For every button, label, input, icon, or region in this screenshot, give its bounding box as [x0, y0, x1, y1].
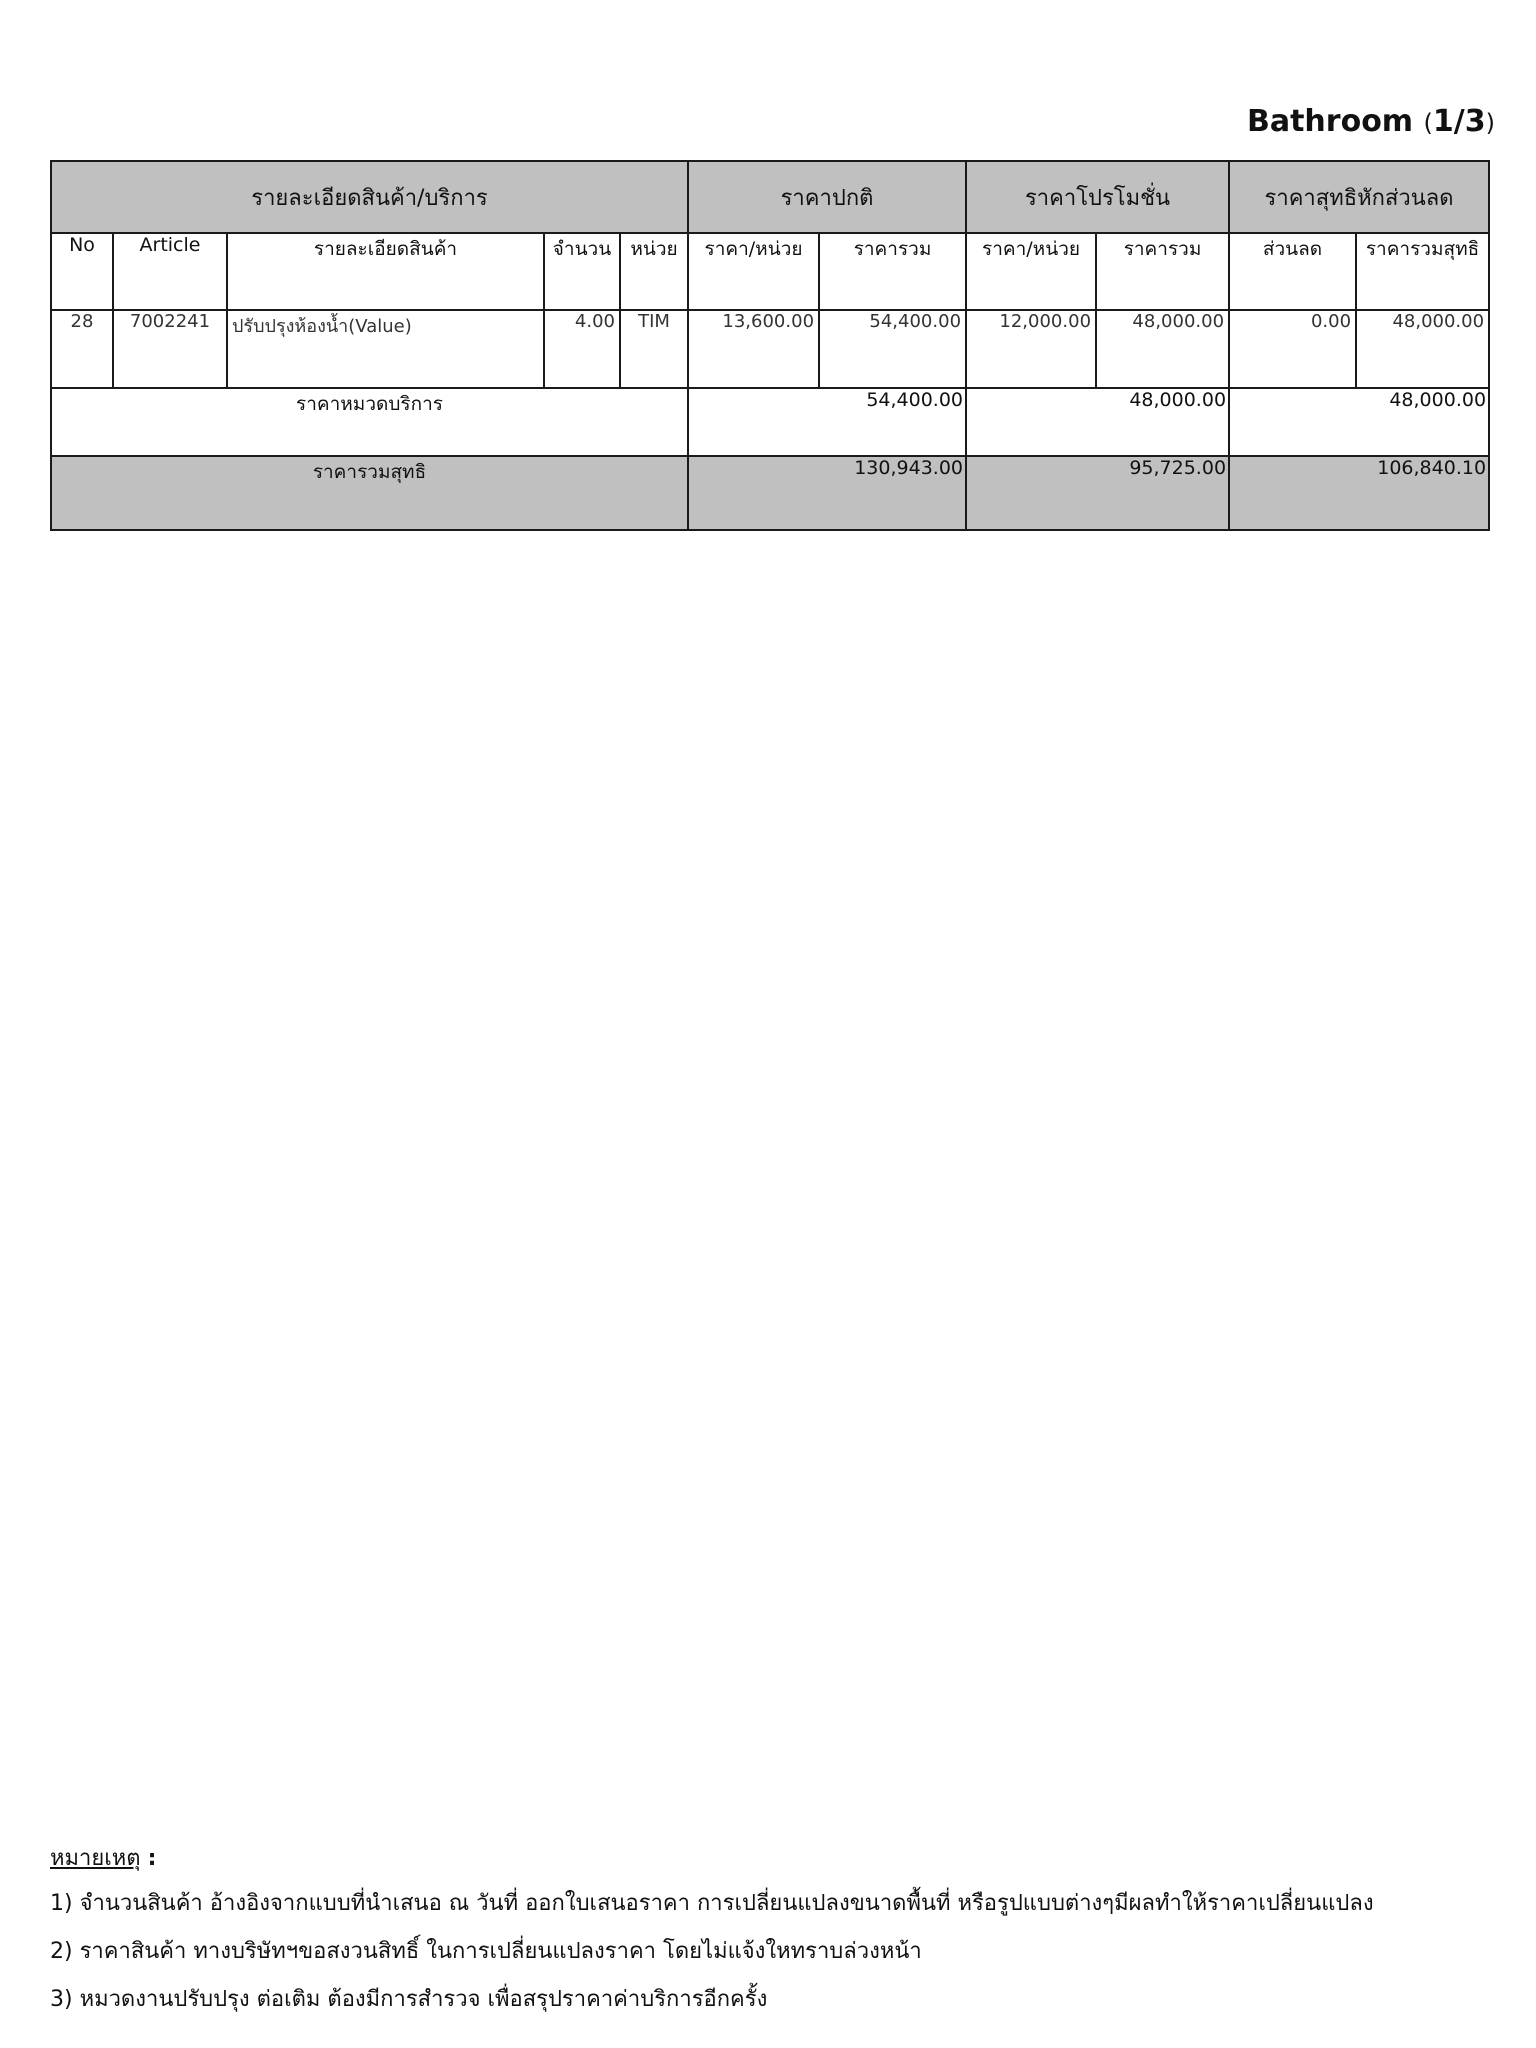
- column-header-net-total: ราคารวมสุทธิ: [1356, 233, 1489, 310]
- note-item-1: 1) จำนวนสินค้า อ้างอิงจากแบบที่นำเสนอ ณ วันที่ ออกใบเสนอราคา การเปลี่ยนแปลงขนาดพื้นที่ หรือรูปแบบต่างๆมีผลทำให้ราคาเปลี่ยนแปลง: [50, 1891, 1374, 1916]
- notes-section: [50, 1840, 1374, 2029]
- cell-promo-unit-price: 12,000.00: [966, 310, 1096, 388]
- category-total-promo: 48,000.00: [966, 388, 1229, 456]
- cell-unit: TIM: [620, 310, 688, 388]
- group-header-details: รายละเอียดสินค้า/บริการ: [51, 161, 688, 233]
- page-title-close-paren: ): [1485, 109, 1495, 137]
- group-header-row: [51, 161, 1489, 233]
- grand-total-normal: 130,943.00: [688, 456, 966, 530]
- category-total-normal: 54,400.00: [688, 388, 966, 456]
- cell-net-total: 48,000.00: [1356, 310, 1489, 388]
- cell-normal-total: 54,400.00: [819, 310, 966, 388]
- grand-total-label: ราคารวมสุทธิ: [51, 456, 688, 530]
- grand-total-net: 106,840.10: [1229, 456, 1489, 530]
- note-item-2: 2) ราคาสินค้า ทางบริษัทฯขอสงวนสิทธิ์ ในการเปลี่ยนแปลงราคา โดยไม่แจ้งใหทราบล่วงหน้า: [50, 1939, 922, 1964]
- column-header-unit: หน่วย: [620, 233, 688, 310]
- group-header-promo-price: ราคาโปรโมชั่น: [966, 161, 1229, 233]
- group-header-net-price: ราคาสุทธิหักส่วนลด: [1229, 161, 1489, 233]
- category-total-row: [51, 388, 1489, 456]
- notes-heading: [50, 1840, 1374, 1875]
- category-total-net: 48,000.00: [1229, 388, 1489, 456]
- note-item-3: 3) หมวดงานปรับปรุง ต่อเติม ต้องมีการสำรวจ เพื่อสรุปราคาค่าบริการอีกครั้ง: [50, 1987, 768, 2012]
- column-header-article: Article: [113, 233, 227, 310]
- column-header-normal-total: ราคารวม: [819, 233, 966, 310]
- notes-heading-text: หมายเหตุ: [50, 1846, 141, 1871]
- page-title: [1247, 104, 1495, 139]
- column-header-discount: ส่วนลด: [1229, 233, 1356, 310]
- column-header-quantity: จำนวน: [544, 233, 620, 310]
- cell-description: ปรับปรุงห้องน้ำ(Value): [227, 310, 544, 388]
- cell-discount: 0.00: [1229, 310, 1356, 388]
- column-header-promo-unit-price: ราคา/หน่วย: [966, 233, 1096, 310]
- column-header-normal-unit-price: ราคา/หน่วย: [688, 233, 819, 310]
- grand-total-row: [51, 456, 1489, 530]
- page-title-main: Bathroom: [1246, 104, 1414, 139]
- table-row: [51, 310, 1489, 388]
- quotation-table: [50, 160, 1490, 531]
- category-total-label: ราคาหมวดบริการ: [51, 388, 688, 456]
- group-header-normal-price: ราคาปกติ: [688, 161, 966, 233]
- cell-normal-unit-price: 13,600.00: [688, 310, 819, 388]
- column-header-row: [51, 233, 1489, 310]
- page-title-open-paren: (: [1423, 109, 1433, 137]
- cell-no: 28: [51, 310, 113, 388]
- grand-total-promo: 95,725.00: [966, 456, 1229, 530]
- column-header-no: No: [51, 233, 113, 310]
- column-header-promo-total: ราคารวม: [1096, 233, 1229, 310]
- cell-promo-total: 48,000.00: [1096, 310, 1229, 388]
- cell-quantity: 4.00: [544, 310, 620, 388]
- column-header-description: รายละเอียดสินค้า: [227, 233, 544, 310]
- cell-article: 7002241: [113, 310, 227, 388]
- page-number: 1/3: [1432, 104, 1486, 139]
- notes-heading-colon: :: [147, 1846, 157, 1871]
